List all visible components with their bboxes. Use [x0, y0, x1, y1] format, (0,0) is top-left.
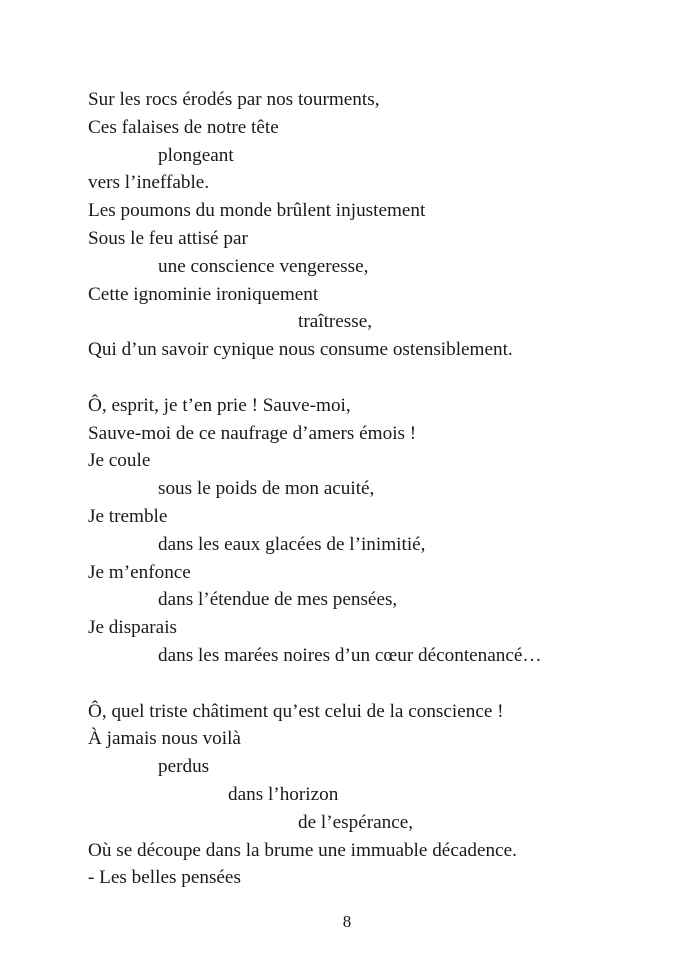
- page-number: 8: [342, 912, 352, 931]
- poem-line: Sur les rocs érodés par nos tourments,: [88, 89, 380, 110]
- poem-signature: - Les belles pensées: [88, 867, 241, 889]
- poem-line: perdus: [158, 756, 210, 778]
- poem-line: de l’espérance,: [298, 811, 414, 833]
- poem-line: Je m’enfonce: [88, 561, 191, 583]
- poem-line: Je tremble: [88, 505, 168, 527]
- poem-line: Sous le feu attisé par: [88, 227, 248, 249]
- poem-line: Sauve-moi de ce naufrage d’amers émois !: [88, 422, 417, 444]
- poem-line: dans l’étendue de mes pensées,: [158, 589, 398, 611]
- poem-line: Ces falaises de notre tête: [88, 116, 279, 138]
- poem-line: Ô, quel triste châtiment qu’est celui de la conscience !: [88, 700, 504, 722]
- poem-line: Les poumons du monde brûlent injustement: [88, 200, 426, 222]
- stanza-3: [88, 698, 668, 893]
- poem-line: plongeant: [158, 144, 234, 166]
- poem-line: vers l’ineffable.: [88, 172, 210, 194]
- poem-line: Je disparais: [88, 617, 177, 639]
- poem-line: Je coule: [88, 450, 151, 472]
- stanza-1: [88, 86, 668, 364]
- stanza-break: [88, 364, 668, 392]
- poem-line: Qui d’un savoir cynique nous consume ostensiblement.: [88, 339, 513, 361]
- poem-line: dans les eaux glacées de l’inimitié,: [158, 533, 426, 555]
- poem-line: Cette ignominie ironiquement: [88, 283, 319, 305]
- poem-line: dans l’horizon: [228, 783, 339, 805]
- poem-line: une conscience vengeresse,: [158, 255, 369, 277]
- stanza-2: [88, 392, 668, 670]
- poem-line: À jamais nous voilà: [88, 728, 241, 750]
- poem-line: Ô, esprit, je t’en prie ! Sauve-moi,: [88, 394, 351, 416]
- poem-line: Où se découpe dans la brume une immuable décadence.: [88, 839, 517, 861]
- stanza-break: [88, 670, 668, 698]
- poem-line: traîtresse,: [298, 311, 373, 333]
- poem: [88, 86, 668, 892]
- poem-line: sous le poids de mon acuité,: [158, 478, 375, 500]
- poem-line: dans les marées noires d’un cœur décontenancé…: [158, 644, 542, 666]
